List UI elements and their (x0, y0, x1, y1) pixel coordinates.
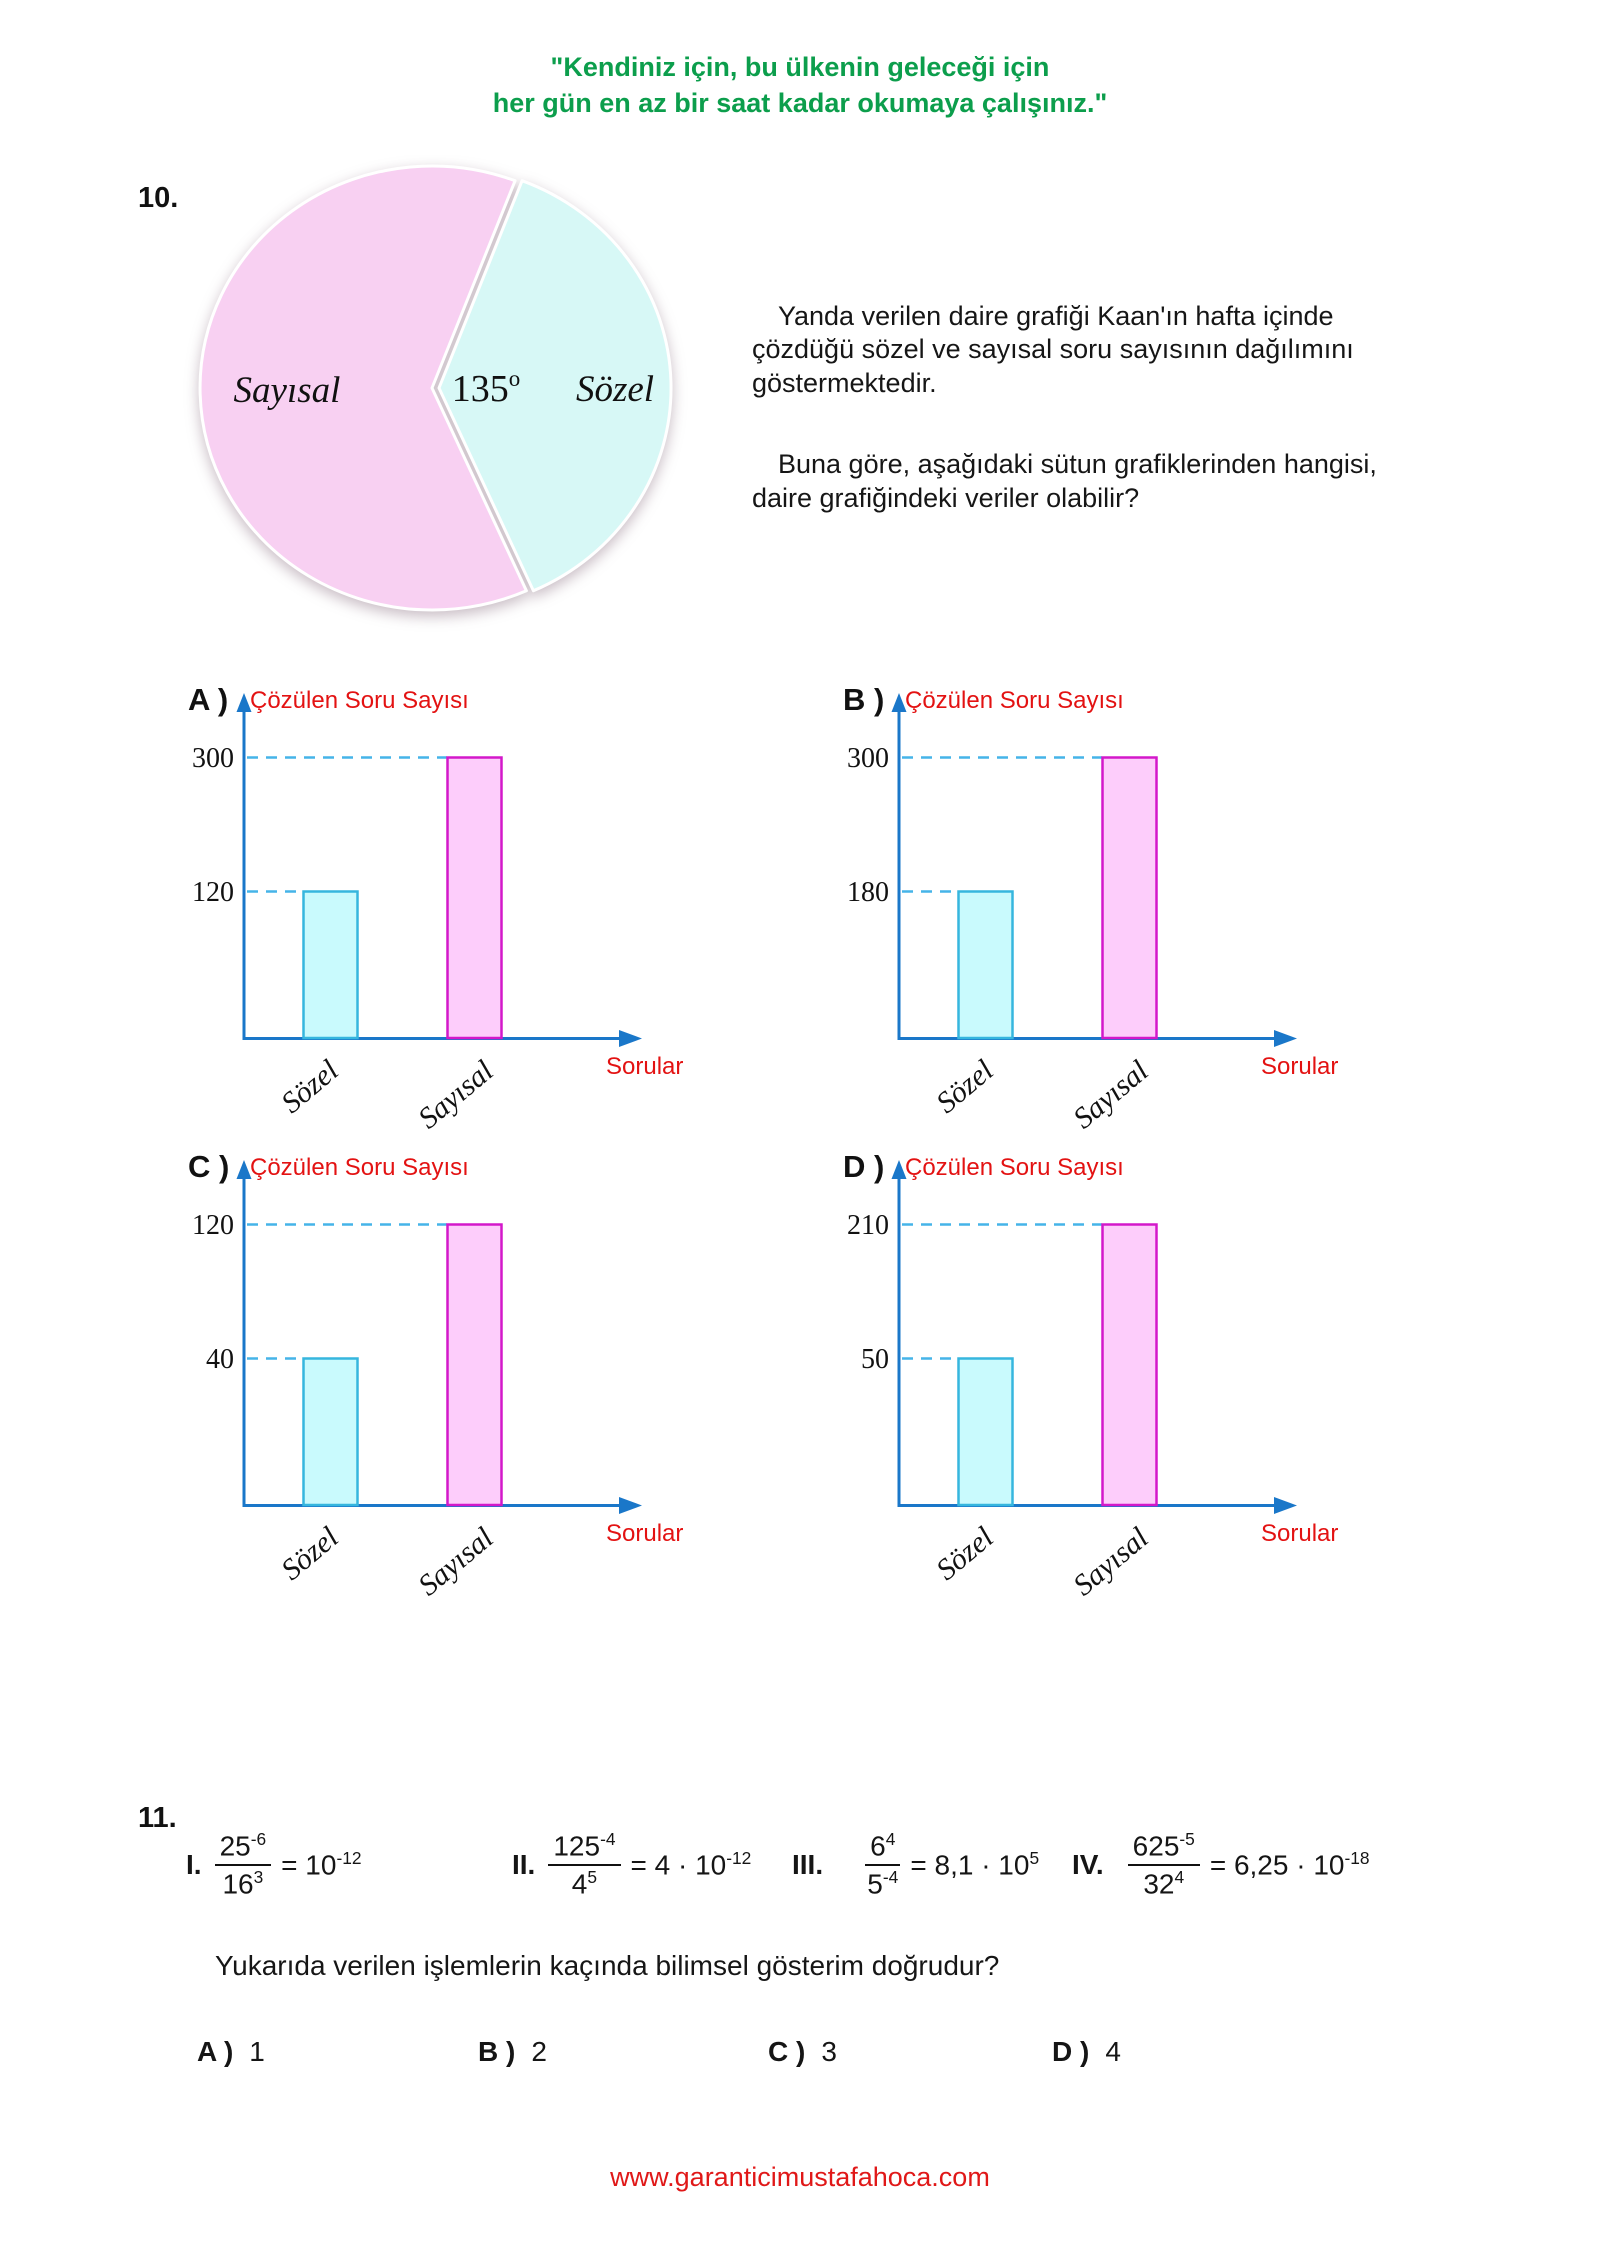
bar-label-sayisal: Sayısal (412, 1054, 500, 1136)
answer-choice-a-value: 1 (249, 2036, 265, 2067)
x-axis-arrow-icon (619, 1497, 642, 1514)
bar-sayisal (448, 758, 502, 1039)
tick-top: 300 (192, 743, 234, 774)
bar-label-sozel: Sözel (275, 1053, 345, 1120)
q11-item-2-fraction: $\frac{125^{-4}}{4^5}$ (548, 1831, 620, 1899)
question-11-number: 11. (138, 1802, 177, 1834)
q11-item-4 (1072, 1822, 1370, 1908)
question-11-text: Yukarıda verilen işlemlerin kaçında bilimsel gösterim doğrudur? (215, 1950, 1000, 1981)
option-d-yaxis-title: Çözülen Soru Sayısı (905, 1154, 1124, 1181)
q11-item-1 (186, 1822, 362, 1908)
tick-top: 300 (847, 743, 889, 774)
option-chart-a (170, 678, 690, 1138)
question-10-paragraph-2: Buna göre, aşağıdaki sütun grafiklerinden hangisi, daire grafiğindeki veriler olabilir? (752, 449, 1377, 513)
tick-bottom: 180 (847, 877, 889, 908)
q11-item-4-fraction: $\frac{625^{-5}}{32^4}$ (1128, 1831, 1200, 1899)
answer-choice-d-value: 4 (1105, 2036, 1121, 2067)
bar-sozel (959, 892, 1013, 1039)
header-quote-line1: "Kendiniz için, bu ülkenin geleceği için (550, 52, 1050, 82)
answer-choice-a: A ) 1 (197, 2036, 265, 2067)
bar-sayisal (1103, 1225, 1157, 1506)
q11-item-3-roman: III. (792, 1849, 824, 1880)
tick-bottom: 120 (192, 877, 234, 908)
xaxis-label: Sorular (1261, 1053, 1339, 1080)
xaxis-label: Sorular (606, 1520, 684, 1547)
answer-choice-c-value: 3 (821, 2036, 837, 2067)
xaxis-label: Sorular (1261, 1520, 1339, 1547)
question-10-paragraph-1: Yanda verilen daire grafiği Kaan'ın hafta içinde çözdüğü sözel ve sayısal soru sayısının dağılımını göstermektedir. (752, 301, 1354, 398)
pie-label-sozel: Sözel (575, 369, 655, 410)
option-chart-d (825, 1145, 1345, 1605)
option-c-label: C ) (188, 1149, 230, 1184)
bar-label-sayisal: Sayısal (1067, 1521, 1155, 1603)
q11-item-1-roman: I. (186, 1849, 202, 1880)
option-c-yaxis-title: Çözülen Soru Sayısı (250, 1154, 469, 1181)
tick-bottom: 50 (861, 1344, 889, 1375)
q11-item-4-result: = $6,25 \cdot 10^{-18}$ (1209, 1848, 1370, 1881)
answer-choice-d: D ) 4 (1052, 2036, 1121, 2067)
x-axis-arrow-icon (1274, 1497, 1297, 1514)
bar-label-sozel: Sözel (275, 1520, 345, 1587)
answer-choice-b-value: 2 (531, 2036, 547, 2067)
option-a-label: A ) (188, 682, 229, 717)
option-a-yaxis-title: Çözülen Soru Sayısı (250, 687, 469, 714)
bar-label-sozel: Sözel (930, 1053, 1000, 1120)
bar-sozel (959, 1359, 1013, 1506)
x-axis-arrow-icon (619, 1030, 642, 1047)
option-b-yaxis-title: Çözülen Soru Sayısı (905, 687, 1124, 714)
q11-item-1-result: = $10^{-12}$ (281, 1848, 362, 1881)
answer-choice-b: B ) 2 (478, 2036, 547, 2067)
pie-chart (175, 155, 695, 635)
option-b-label: B ) (843, 682, 885, 717)
bar-sozel (304, 892, 358, 1039)
question-10-number: 10. (138, 182, 179, 214)
option-d-label: D ) (843, 1149, 885, 1184)
bar-label-sozel: Sözel (930, 1520, 1000, 1587)
x-axis-arrow-icon (1274, 1030, 1297, 1047)
bar-sayisal (1103, 758, 1157, 1039)
question-10-text (752, 300, 1410, 515)
header-quote (0, 50, 1600, 121)
tick-top: 120 (192, 1210, 234, 1241)
q11-item-2 (512, 1822, 751, 1908)
tick-bottom: 40 (206, 1344, 234, 1375)
q11-item-3-result: = $8,1 \cdot 10^5$ (910, 1848, 1040, 1881)
answer-choice-c: C ) 3 (768, 2036, 837, 2067)
q11-item-4-roman: IV. (1072, 1849, 1104, 1880)
pie-label-sayisal: Sayısal (233, 370, 341, 411)
bar-sozel (304, 1359, 358, 1506)
xaxis-label: Sorular (606, 1053, 684, 1080)
footer-url: www.garanticimustafahoca.com (610, 2162, 990, 2192)
pie-angle-label: 135$^o$ (451, 366, 521, 410)
option-chart-b (825, 678, 1345, 1138)
q11-item-2-roman: II. (512, 1849, 536, 1880)
q11-item-3 (792, 1822, 1039, 1908)
q11-item-2-result: = $4 \cdot 10^{-12}$ (630, 1848, 752, 1881)
bar-label-sayisal: Sayısal (412, 1521, 500, 1603)
tick-top: 210 (847, 1210, 889, 1241)
q11-item-1-fraction: $\frac{25^{-6}}{16^3}$ (215, 1831, 272, 1899)
bar-label-sayisal: Sayısal (1067, 1054, 1155, 1136)
header-quote-line2: her gün en az bir saat kadar okumaya çalışınız." (492, 87, 1108, 118)
bar-sayisal (448, 1225, 502, 1506)
q11-item-3-fraction: $\frac{6^4}{5^{-4}}$ (865, 1831, 900, 1899)
option-chart-c (170, 1145, 690, 1605)
